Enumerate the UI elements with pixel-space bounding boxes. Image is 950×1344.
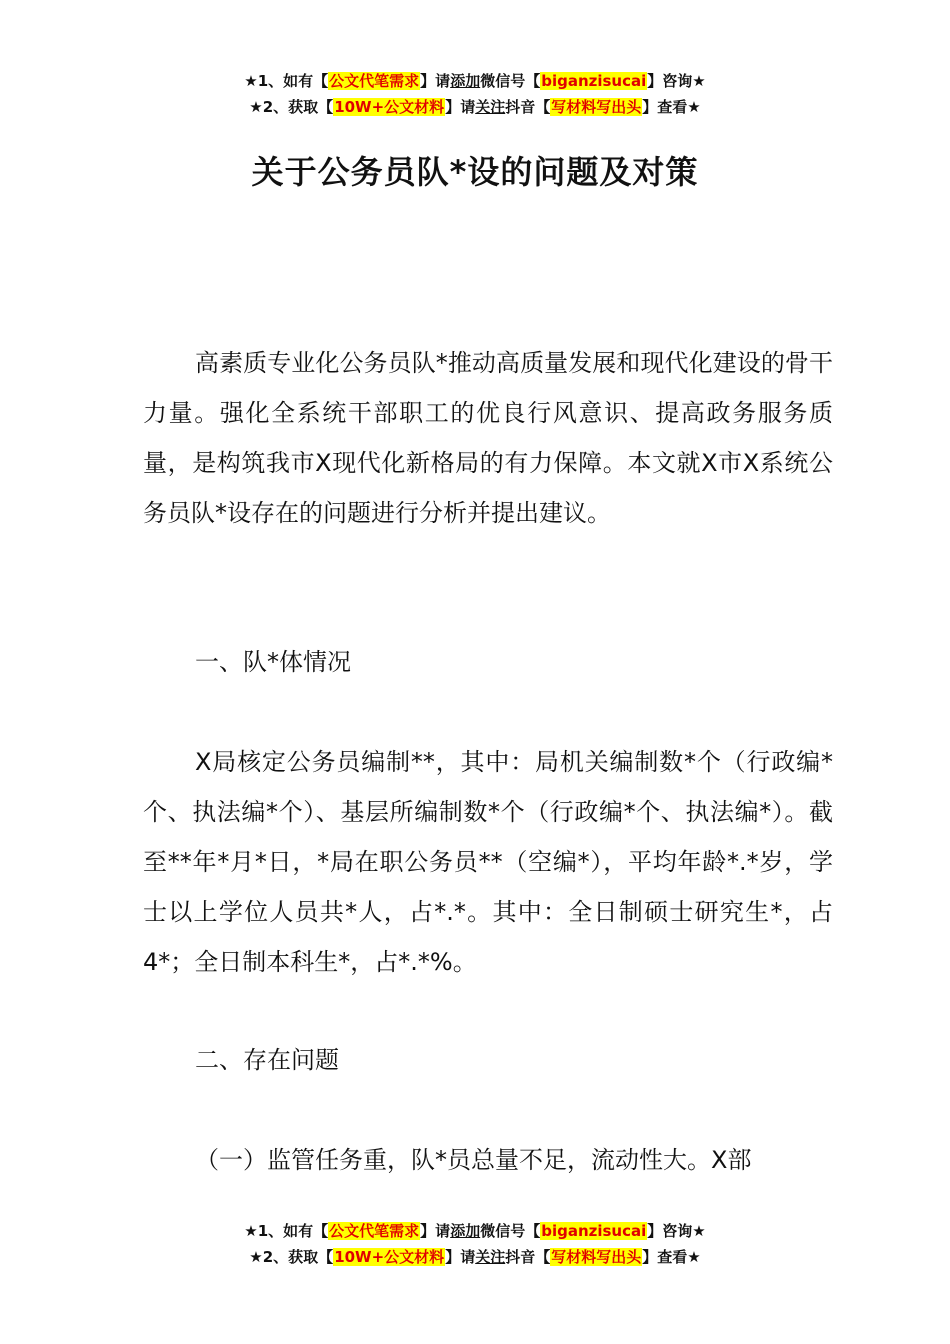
document-title: 关于公务员队*设的问题及对策 bbox=[251, 153, 699, 191]
section-1-body: X局核定公务员编制**，其中：局机关编制数*个（行政编*个、执法编*个）、基层所编制数*个（行政编*个、执法编*）。截至**年*月*日，*局在职公务员**（空编*），平均年龄*.*岁，学士以上学位人员共*人，占*.*。其中：全日制硕士研究生*，占4*；全日制本科生*，占*.*%。 bbox=[143, 748, 833, 976]
highlight-wechat-id-bottom: biganzisucai bbox=[541, 1222, 647, 1240]
highlight-service-bottom: 公文代笔需求 bbox=[329, 1222, 420, 1240]
bottom-banner bbox=[0, 1218, 950, 1270]
section-2-item-1: （一）监管任务重，队*员总量不足，流动性大。X部 bbox=[195, 1146, 752, 1174]
highlight-wechat-id: biganzisucai bbox=[541, 72, 647, 90]
highlight-douyin: 写材料写出头 bbox=[551, 98, 642, 116]
top-banner bbox=[0, 68, 950, 120]
highlight-materials-bottom: 10W+公文材料 bbox=[334, 1248, 445, 1266]
banner-line-1-bottom: ★1、如有【公文代笔需求】请添加微信号【biganzisucai】咨询★ bbox=[244, 1222, 706, 1240]
banner-line-1: ★1、如有【公文代笔需求】请添加微信号【biganzisucai】咨询★ bbox=[244, 72, 706, 90]
highlight-douyin-bottom: 写材料写出头 bbox=[551, 1248, 642, 1266]
section-1-heading: 一、队*体情况 bbox=[195, 648, 351, 676]
banner-line-2-bottom: ★2、获取【10W+公文材料】请关注抖音【写材料写出头】查看★ bbox=[249, 1248, 701, 1266]
highlight-materials: 10W+公文材料 bbox=[334, 98, 445, 116]
banner-line-2: ★2、获取【10W+公文材料】请关注抖音【写材料写出头】查看★ bbox=[249, 98, 701, 116]
intro-paragraph: 高素质专业化公务员队*推动高质量发展和现代化建设的骨干力量。强化全系统干部职工的优良行风意识、提高政务服务质量，是构筑我市X现代化新格局的有力保障。本文就X市X系统公务员队*设存在的问题进行分析并提出建议。 bbox=[143, 349, 833, 527]
section-2-heading: 二、存在问题 bbox=[195, 1046, 339, 1074]
highlight-service: 公文代笔需求 bbox=[329, 72, 420, 90]
